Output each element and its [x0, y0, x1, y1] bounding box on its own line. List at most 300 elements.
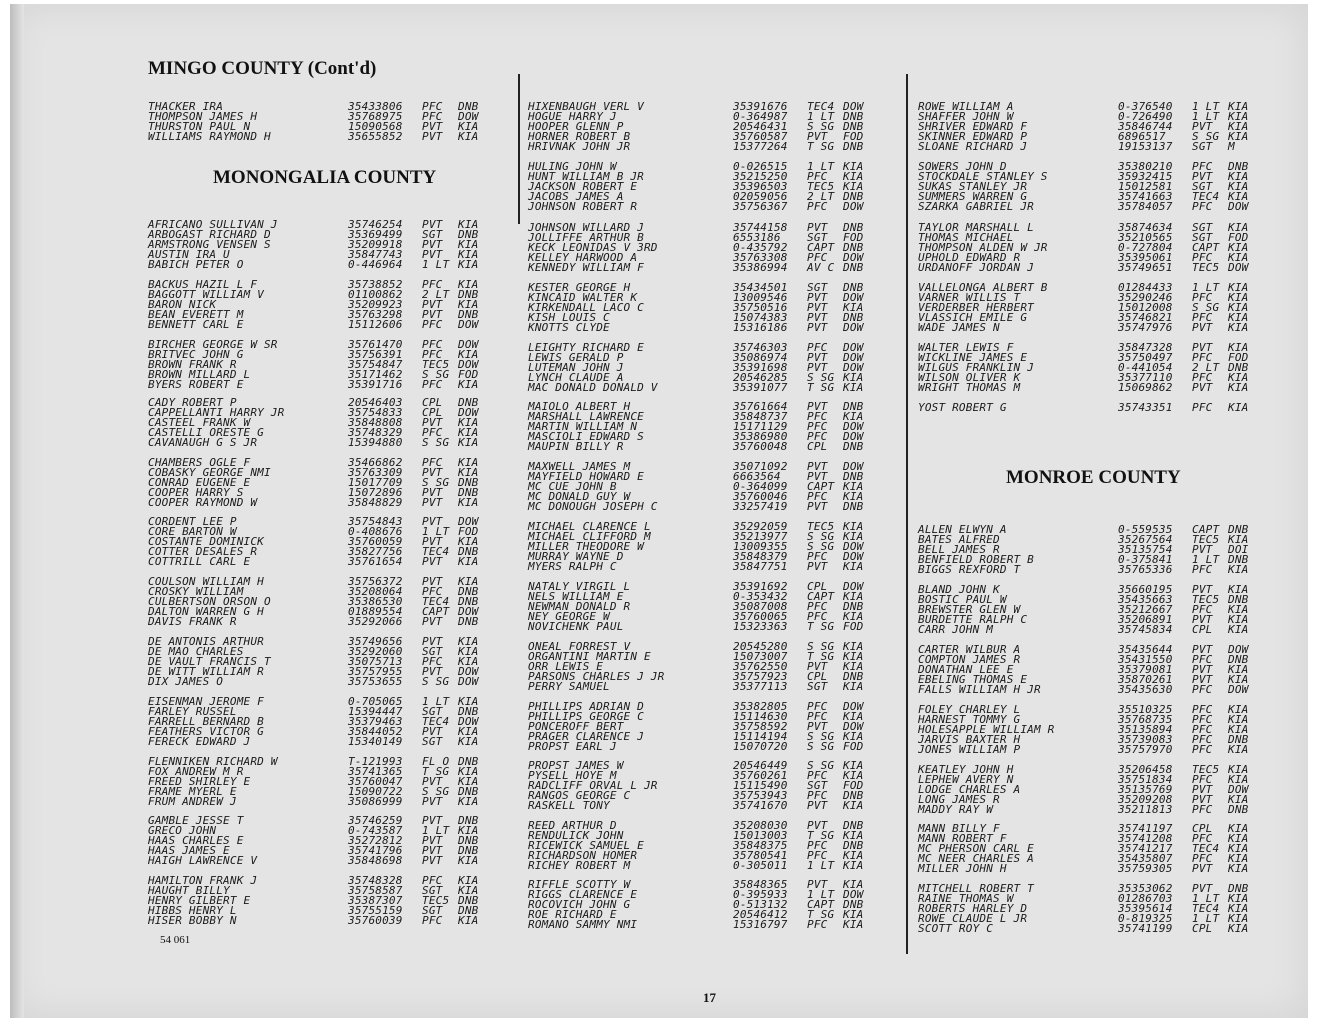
- record-row: [528, 202, 898, 212]
- serial-number: 35741663: [1118, 190, 1173, 203]
- record-row: [918, 805, 1288, 815]
- status: DOW: [1228, 683, 1249, 696]
- status: KIA: [843, 610, 864, 623]
- record-group: [528, 223, 898, 273]
- status: DNB: [1228, 882, 1249, 895]
- status: KIA: [843, 520, 864, 533]
- soldier-name: NELS WILLIAM E: [528, 590, 624, 603]
- serial-number: 35292060: [348, 645, 403, 658]
- rank: SGT: [422, 645, 443, 658]
- soldier-name: RENDULICK JOHN: [528, 829, 624, 842]
- serial-number: 35760587: [733, 130, 788, 143]
- rank: TEC4: [1192, 842, 1220, 855]
- rank: CAPT: [807, 241, 835, 254]
- status: M: [1228, 140, 1235, 153]
- rank: PVT: [1192, 673, 1213, 686]
- record-group: [148, 637, 518, 687]
- status: DNB: [458, 755, 479, 768]
- serial-number: 35750497: [1118, 351, 1173, 364]
- soldier-name: COULSON WILLIAM H: [148, 575, 264, 588]
- soldier-name: PERRY SAMUEL: [528, 680, 610, 693]
- soldier-name: LODGE CHARLES A: [918, 783, 1021, 796]
- record-row: [148, 856, 518, 866]
- serial-number: 35827756: [348, 545, 403, 558]
- status: KIA: [1228, 371, 1249, 384]
- rank: PFC: [807, 430, 828, 443]
- rank: T SG: [807, 650, 835, 663]
- rank: CPL: [1192, 822, 1213, 835]
- rank: S SG: [1192, 301, 1220, 314]
- rank: PVT: [422, 535, 443, 548]
- soldier-name: HULING JOHN W: [528, 160, 617, 173]
- status: KIA: [1228, 180, 1249, 193]
- soldier-name: LEIGHTY RICHARD E: [528, 341, 644, 354]
- status: KIA: [843, 759, 864, 772]
- soldier-name: BACKUS HAZIL L F: [148, 278, 258, 291]
- serial-number: 35760261: [733, 769, 788, 782]
- rank: T SG: [807, 908, 835, 921]
- rank: S SG: [1192, 130, 1220, 143]
- serial-number: 35768735: [1118, 713, 1173, 726]
- rank: PVT: [422, 248, 443, 261]
- rank: SGT: [1192, 180, 1213, 193]
- rank: T SG: [807, 140, 835, 153]
- soldier-name: ROCOVICH JOHN G: [528, 898, 631, 911]
- soldier-name: CARR JOHN M: [918, 623, 994, 636]
- record-row: [918, 864, 1288, 874]
- serial-number: 15073007: [733, 650, 788, 663]
- soldier-name: ROWE WILLIAM A: [918, 100, 1014, 113]
- soldier-name: JOHNSON ROBERT R: [528, 200, 638, 213]
- rank: PVT: [807, 819, 828, 832]
- status: DNB: [1228, 361, 1249, 374]
- record-row: [918, 323, 1288, 333]
- soldier-name: PHILLIPS GEORGE C: [528, 710, 644, 723]
- rank: PFC: [807, 251, 828, 264]
- soldier-name: MICHAEL CLARENCE L: [528, 520, 651, 533]
- serial-number: 19153137: [1118, 140, 1173, 153]
- status: KIA: [458, 535, 479, 548]
- record-row: [918, 565, 1288, 575]
- serial-number: 35741670: [733, 799, 788, 812]
- serial-number: 35272812: [348, 834, 403, 847]
- soldier-name: RASKELL TONY: [528, 799, 610, 812]
- record-group: [918, 162, 1288, 212]
- soldier-name: CROSKY WILLIAM: [148, 585, 244, 598]
- rank: PFC: [807, 610, 828, 623]
- rank: S SG: [807, 640, 835, 653]
- soldier-name: BOSTIC PAUL W: [918, 593, 1007, 606]
- serial-number: 35846744: [1118, 120, 1173, 133]
- status: KIA: [843, 769, 864, 782]
- serial-number: 0-727804: [1118, 241, 1173, 254]
- serial-number: 35215250: [733, 170, 788, 183]
- rank: TEC4: [422, 595, 450, 608]
- rank: PFC: [1192, 563, 1213, 576]
- serial-number: 35655852: [348, 130, 403, 143]
- record-group: [528, 462, 898, 512]
- serial-number: 35747976: [1118, 321, 1173, 334]
- soldier-name: BENFIELD ROBERT B: [918, 553, 1034, 566]
- status: DNB: [843, 819, 864, 832]
- serial-number: 35741796: [348, 844, 403, 857]
- rank: PFC: [807, 341, 828, 354]
- rank: T SG: [422, 765, 450, 778]
- serial-number: 35745834: [1118, 623, 1173, 636]
- rank: PFC: [422, 914, 443, 927]
- serial-number: 0-408676: [348, 525, 403, 538]
- rank: PFC: [1192, 351, 1213, 364]
- serial-number: 35751834: [1118, 773, 1173, 786]
- serial-number: 20546285: [733, 371, 788, 384]
- status: KIA: [1228, 291, 1249, 304]
- status: DOW: [458, 338, 479, 351]
- rank: PVT: [807, 878, 828, 891]
- serial-number: 35380210: [1118, 160, 1173, 173]
- soldier-name: PROPST EARL J: [528, 740, 617, 753]
- rank: PVT: [1192, 882, 1213, 895]
- rank: PVT: [422, 466, 443, 479]
- status: KIA: [1228, 603, 1249, 616]
- rank: PFC: [1192, 311, 1213, 324]
- soldier-name: HAIGH LAWRENCE V: [148, 854, 258, 867]
- status: KIA: [1228, 862, 1249, 875]
- soldier-name: FRAME MYERL E: [148, 785, 237, 798]
- serial-number: 35208030: [733, 819, 788, 832]
- heading-monroe-county: MONROE COUNTY: [1006, 467, 1181, 488]
- serial-number: 35087008: [733, 600, 788, 613]
- rank: PFC: [1192, 251, 1213, 264]
- rank: PFC: [807, 170, 828, 183]
- status: DNB: [1228, 803, 1249, 816]
- serial-number: 35848375: [733, 839, 788, 852]
- soldier-name: CONRAD EUGENE E: [148, 476, 251, 489]
- soldier-name: VERDERBER HERBERT: [918, 301, 1034, 314]
- soldier-name: MC DONOUGH JOSEPH C: [528, 500, 658, 513]
- serial-number: 35746821: [1118, 311, 1173, 324]
- rank: PVT: [1192, 543, 1213, 556]
- soldier-name: FEATHERS VICTOR G: [148, 725, 264, 738]
- soldier-name: BAGGOTT WILLIAM V: [148, 288, 264, 301]
- soldier-name: REED ARTHUR D: [528, 819, 617, 832]
- rank: SGT: [422, 904, 443, 917]
- serial-number: 0-305011: [733, 859, 788, 872]
- soldier-name: DALTON WARREN G H: [148, 605, 264, 618]
- serial-number: 35847328: [1118, 341, 1173, 354]
- rank: PFC: [1192, 713, 1213, 726]
- status: KIA: [1228, 713, 1249, 726]
- soldier-name: CARTER WILBUR A: [918, 643, 1021, 656]
- serial-number: 0-026515: [733, 160, 788, 173]
- status: DNB: [843, 110, 864, 123]
- soldier-name: MAYFIELD HOWARD E: [528, 470, 644, 483]
- serial-number: 20546412: [733, 908, 788, 921]
- soldier-name: BROWN FRANK R: [148, 358, 237, 371]
- soldier-name: BURDETTE RALPH C: [918, 613, 1028, 626]
- record-row: [918, 403, 1288, 413]
- soldier-name: HAUGHT BILLY: [148, 884, 230, 897]
- status: DOW: [1228, 261, 1249, 274]
- rank: SGT: [807, 779, 828, 792]
- status: DNB: [458, 615, 479, 628]
- soldier-name: KELLEY HARWOOD A: [528, 251, 638, 264]
- binding-edge-shadow: [10, 4, 24, 1018]
- status: KIA: [843, 530, 864, 543]
- serial-number: 20546449: [733, 759, 788, 772]
- status: DNB: [843, 140, 864, 153]
- serial-number: 0-353432: [733, 590, 788, 603]
- rank: PFC: [1192, 832, 1213, 845]
- rank: S SG: [807, 371, 835, 384]
- status: KIA: [458, 456, 479, 469]
- soldier-name: DAVIS FRANK R: [148, 615, 237, 628]
- status: DNB: [458, 834, 479, 847]
- rank: S SG: [807, 730, 835, 743]
- status: KIA: [1228, 902, 1249, 915]
- rank: PFC: [807, 918, 828, 931]
- status: KIA: [1228, 842, 1249, 855]
- footer-code: 54 061: [160, 934, 191, 946]
- record-group: [528, 522, 898, 572]
- soldier-name: LUTEMAN JOHN J: [528, 361, 624, 374]
- status: KIA: [1228, 623, 1249, 636]
- soldier-name: PHILLIPS ADRIAN D: [528, 700, 644, 713]
- serial-number: 15323363: [733, 620, 788, 633]
- status: KIA: [843, 908, 864, 921]
- status: DNB: [458, 228, 479, 241]
- record-row: [528, 442, 898, 452]
- soldier-name: STOCKDALE STANLEY S: [918, 170, 1048, 183]
- serial-number: 35760048: [733, 440, 788, 453]
- soldier-name: DE VAULT FRANCIS T: [148, 655, 271, 668]
- record-group: [918, 645, 1288, 695]
- soldier-name: WILLIAMS RAYMOND H: [148, 130, 271, 143]
- soldier-name: TAYLOR MARSHALL L: [918, 221, 1034, 234]
- status: DNB: [1228, 160, 1249, 173]
- soldier-name: HAMILTON FRANK J: [148, 874, 258, 887]
- rank: PVT: [422, 416, 443, 429]
- soldier-name: KIRKENDALL LACO C: [528, 301, 644, 314]
- soldier-name: HOGUE HARRY J: [528, 110, 617, 123]
- soldier-name: RIFFLE SCOTTY W: [528, 878, 631, 891]
- serial-number: 35757955: [348, 665, 403, 678]
- status: KIA: [1228, 311, 1249, 324]
- rank: PFC: [422, 655, 443, 668]
- serial-number: 0-441054: [1118, 361, 1173, 374]
- serial-number: 6663564: [733, 470, 781, 483]
- rank: S SG: [807, 740, 835, 753]
- status: DOW: [843, 200, 864, 213]
- status: KIA: [458, 555, 479, 568]
- serial-number: 35761664: [733, 400, 788, 413]
- record-group: [148, 697, 518, 747]
- rank: PFC: [1192, 603, 1213, 616]
- serial-number: 35749651: [1118, 261, 1173, 274]
- status: DOW: [458, 110, 479, 123]
- status: KIA: [1228, 583, 1249, 596]
- rank: TEC5: [807, 180, 835, 193]
- soldier-name: SKINNER EDWARD P: [918, 130, 1028, 143]
- rank: TEC4: [1192, 190, 1220, 203]
- rank: CAPT: [807, 480, 835, 493]
- rank: PFC: [422, 278, 443, 291]
- rank: PVT: [807, 720, 828, 733]
- status: DNB: [843, 241, 864, 254]
- status: KIA: [1228, 743, 1249, 756]
- rank: PVT: [422, 555, 443, 568]
- status: KIA: [843, 180, 864, 193]
- soldier-name: WICKLINE JAMES E: [918, 351, 1028, 364]
- rank: 1 LT: [422, 695, 450, 708]
- record-row: [918, 383, 1288, 393]
- soldier-name: EBELING THOMAS E: [918, 673, 1028, 686]
- serial-number: 35290246: [1118, 291, 1173, 304]
- serial-number: 35744158: [733, 221, 788, 234]
- soldier-name: MAC DONALD DONALD V: [528, 381, 658, 394]
- status: KIA: [843, 918, 864, 931]
- status: KIA: [458, 426, 479, 439]
- rank: PVT: [807, 460, 828, 473]
- rank: 2 LT: [807, 190, 835, 203]
- serial-number: 35386994: [733, 261, 788, 274]
- soldier-name: WILGUS FRANKLIN J: [918, 361, 1034, 374]
- record-group: [918, 223, 1288, 273]
- status: FOD: [1228, 231, 1249, 244]
- soldier-name: BLAND JOHN K: [918, 583, 1000, 596]
- rank: PFC: [807, 200, 828, 213]
- record-group: [528, 162, 898, 212]
- rank: S SG: [422, 476, 450, 489]
- rank: CPL: [422, 406, 443, 419]
- rank: PFC: [1192, 723, 1213, 736]
- rank: 1 LT: [807, 160, 835, 173]
- rank: CAPT: [1192, 523, 1220, 536]
- status: KIA: [458, 298, 479, 311]
- serial-number: 35466862: [348, 456, 403, 469]
- rank: PFC: [422, 378, 443, 391]
- soldier-name: CAVANAUGH G S JR: [148, 436, 258, 449]
- column-divider-left: [518, 74, 520, 224]
- record-row: [528, 263, 898, 273]
- soldier-name: COSTANTE DOMINICK: [148, 535, 264, 548]
- status: DNB: [458, 476, 479, 489]
- soldier-name: CULBERTSON ORSON O: [148, 595, 271, 608]
- soldier-name: COTTER DESALES R: [148, 545, 258, 558]
- rank: PFC: [1192, 773, 1213, 786]
- status: KIA: [458, 884, 479, 897]
- status: DNB: [843, 440, 864, 453]
- serial-number: 35210565: [1118, 231, 1173, 244]
- rank: S SG: [422, 675, 450, 688]
- soldier-name: SHAFFER JOHN W: [918, 110, 1014, 123]
- rank: PVT: [807, 311, 828, 324]
- status: KIA: [458, 496, 479, 509]
- status: DOW: [458, 515, 479, 528]
- soldier-name: PARSONS CHARLES J JR: [528, 670, 665, 683]
- rank: PFC: [422, 874, 443, 887]
- status: KIA: [458, 635, 479, 648]
- status: DOW: [458, 605, 479, 618]
- soldier-name: ORGANTINI MARTIN E: [528, 650, 651, 663]
- serial-number: 35292066: [348, 615, 403, 628]
- rank: PFC: [1192, 743, 1213, 756]
- status: DNB: [1228, 593, 1249, 606]
- serial-number: 35739083: [1118, 733, 1173, 746]
- serial-number: 35757970: [1118, 743, 1173, 756]
- rank: 1 LT: [807, 110, 835, 123]
- serial-number: 35761470: [348, 338, 403, 351]
- status: DNB: [1228, 653, 1249, 666]
- soldier-name: KENNEDY WILLIAM F: [528, 261, 644, 274]
- serial-number: 35760046: [733, 490, 788, 503]
- status: KIA: [843, 878, 864, 891]
- soldier-name: CASTEEL FRANK W: [148, 416, 251, 429]
- rank: FL O: [422, 755, 450, 768]
- status: KIA: [1228, 251, 1249, 264]
- status: KIA: [458, 218, 479, 231]
- rank: PVT: [1192, 783, 1213, 796]
- serial-number: 0-364099: [733, 480, 788, 493]
- soldier-name: BIGGS REXFORD T: [918, 563, 1021, 576]
- status: DOW: [843, 720, 864, 733]
- serial-number: 35379081: [1118, 663, 1173, 676]
- serial-number: 0-435792: [733, 241, 788, 254]
- serial-number: 35434501: [733, 281, 788, 294]
- status: FOD: [458, 525, 479, 538]
- record-group: [918, 884, 1288, 934]
- rank: PVT: [807, 130, 828, 143]
- serial-number: 35086999: [348, 795, 403, 808]
- soldier-name: SCOTT ROY C: [918, 922, 994, 935]
- status: KIA: [458, 575, 479, 588]
- rank: S SG: [422, 436, 450, 449]
- status: DOW: [843, 251, 864, 264]
- serial-number: 0-395933: [733, 888, 788, 901]
- status: KIA: [458, 655, 479, 668]
- status: DOW: [1228, 643, 1249, 656]
- rank: T SG: [807, 381, 835, 394]
- rank: PFC: [422, 585, 443, 598]
- soldier-name: VLASSICH EMILE G: [918, 311, 1028, 324]
- record-group: [528, 880, 898, 930]
- serial-number: 35386980: [733, 430, 788, 443]
- rank: S SG: [807, 120, 835, 133]
- status: KIA: [458, 874, 479, 887]
- soldier-name: KISH LOUIS C: [528, 311, 610, 324]
- serial-number: 35756391: [348, 348, 403, 361]
- rank: PVT: [807, 321, 828, 334]
- serial-number: 35353062: [1118, 882, 1173, 895]
- record-row: [148, 438, 518, 448]
- status: KIA: [1228, 763, 1249, 776]
- soldier-name: BABICH PETER O: [148, 258, 244, 271]
- status: DOW: [843, 291, 864, 304]
- rank: PFC: [422, 348, 443, 361]
- record-row: [148, 677, 518, 687]
- serial-number: 35760047: [348, 775, 403, 788]
- serial-number: 15012008: [1118, 301, 1173, 314]
- serial-number: 0-375841: [1118, 553, 1173, 566]
- soldier-name: BRITVEC JOHN G: [148, 348, 244, 361]
- status: DOW: [843, 460, 864, 473]
- rank: 1 LT: [1192, 100, 1220, 113]
- status: KIA: [458, 725, 479, 738]
- status: KIA: [843, 381, 864, 394]
- rank: SGT: [807, 281, 828, 294]
- rank: 2 LT: [1192, 361, 1220, 374]
- soldier-name: NEY GEORGE W: [528, 610, 610, 623]
- serial-number: 15115490: [733, 779, 788, 792]
